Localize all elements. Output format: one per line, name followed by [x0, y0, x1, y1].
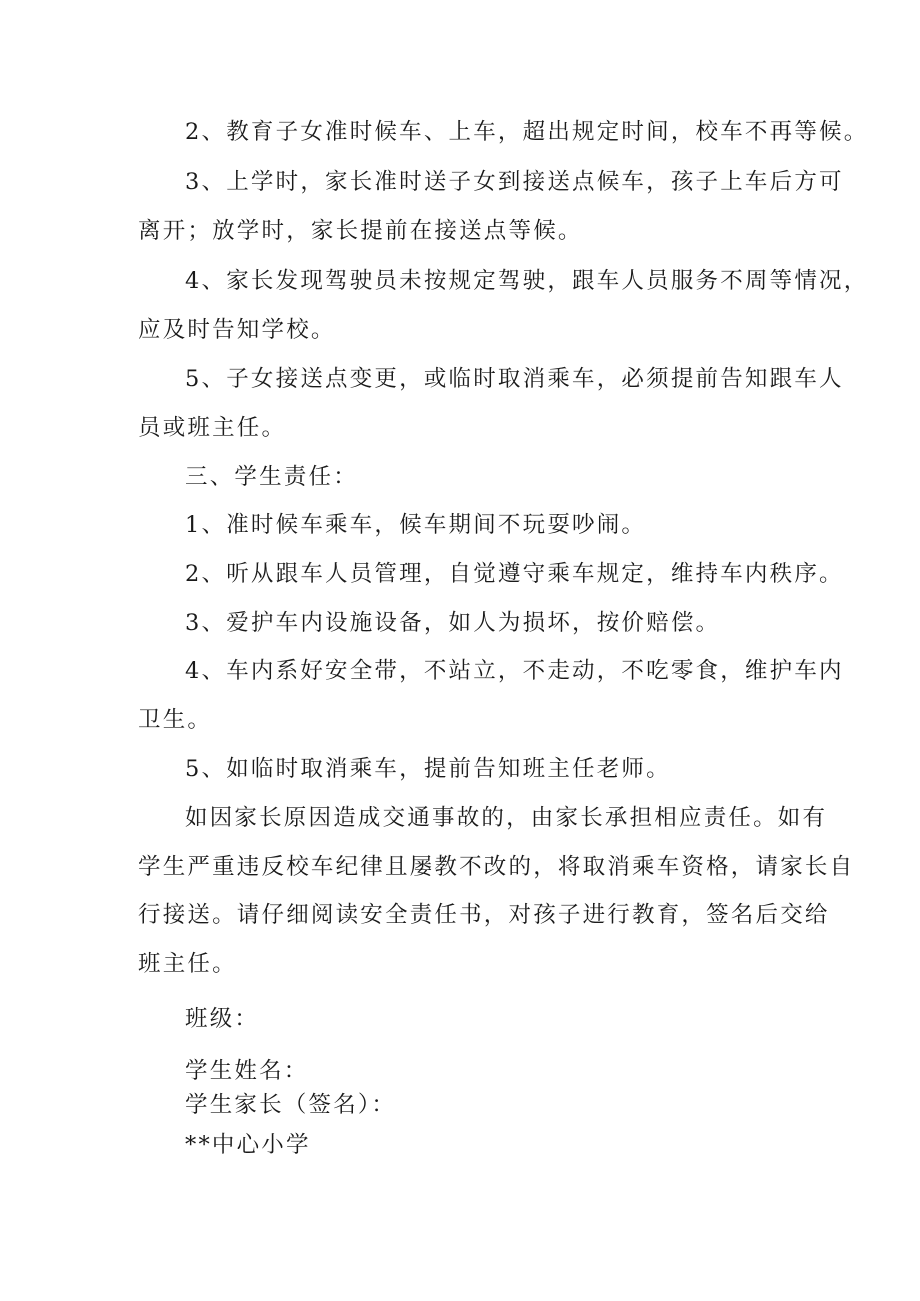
parent-duty-item-4: [138, 257, 869, 354]
parent-duty-item-4-line-1: 4、家长发现驾驶员未按规定驾驶，跟车人员服务不周等情况，: [185, 268, 869, 294]
student-duty-item-3-text: 3、爱护车内设施设备，如人为损坏，按价赔偿。: [185, 610, 721, 636]
parent-duty-item-5-line-1: 5、子女接送点变更，或临时取消乘车，必须提前告知跟车人: [185, 366, 844, 392]
closing-line-4: 班主任。: [138, 950, 237, 977]
closing-paragraph: [138, 794, 855, 988]
parent-duty-item-3-line-1: 3、上学时，家长准时送子女到接送点候车，孩子上车后方可: [185, 169, 844, 195]
school-name: [138, 1121, 828, 1170]
student-duty-item-4: [138, 647, 844, 744]
closing-line-1: 如因家长原因造成交通事故的，由家长承担相应责任。如有: [185, 805, 828, 831]
parent-signature-label: 学生家长（签名）：: [185, 1092, 397, 1118]
class-field: [138, 995, 828, 1044]
parent-duty-item-3-line-2: 离开；放学时，家长提前在接送点等候。: [138, 217, 583, 244]
student-duty-item-2: [138, 550, 844, 599]
student-duty-item-3: [138, 599, 828, 648]
parent-duty-item-5-line-2: 员或班主任。: [138, 414, 287, 441]
parent-duty-item-5: [138, 355, 844, 452]
student-duty-item-2-text: 2、听从跟车人员管理，自觉遵守乘车规定，维持车内秩序。: [185, 561, 844, 587]
student-duty-item-1-text: 1、准时候车乘车，候车期间不玩耍吵闹。: [185, 512, 647, 538]
student-name-label: 学生姓名：: [185, 1058, 309, 1084]
parent-duty-item-3: [138, 158, 844, 255]
student-duty-item-1: [138, 501, 828, 550]
student-duty-item-4-line-2: 卫生。: [138, 706, 213, 733]
parent-duty-item-2: [138, 108, 869, 157]
parent-duty-item-4-line-2: 应及时告知学校。: [138, 316, 336, 343]
parent-duty-item-2-text: 2、教育子女准时候车、上车，超出规定时间，校车不再等候。: [185, 119, 869, 145]
school-name-text: **中心小学: [185, 1132, 311, 1158]
student-duty-item-5-text: 5、如临时取消乘车，提前告知班主任老师。: [185, 756, 671, 782]
closing-line-3: 行接送。请仔细阅读安全责任书，对孩子进行教育，签名后交给: [138, 902, 830, 928]
class-label: 班级：: [185, 1006, 260, 1032]
student-duty-item-4-line-1: 4、车内系好安全带，不站立，不走动，不吃零食，维护车内: [185, 658, 844, 684]
student-duty-heading: [138, 453, 828, 502]
closing-line-2: 学生严重违反校车纪律且屡教不改的，将取消乘车资格，请家长自: [138, 853, 855, 880]
student-duty-item-5: [138, 745, 828, 794]
signature-block: [138, 1051, 828, 1125]
student-duty-heading-text: 三、学生责任：: [185, 464, 358, 490]
